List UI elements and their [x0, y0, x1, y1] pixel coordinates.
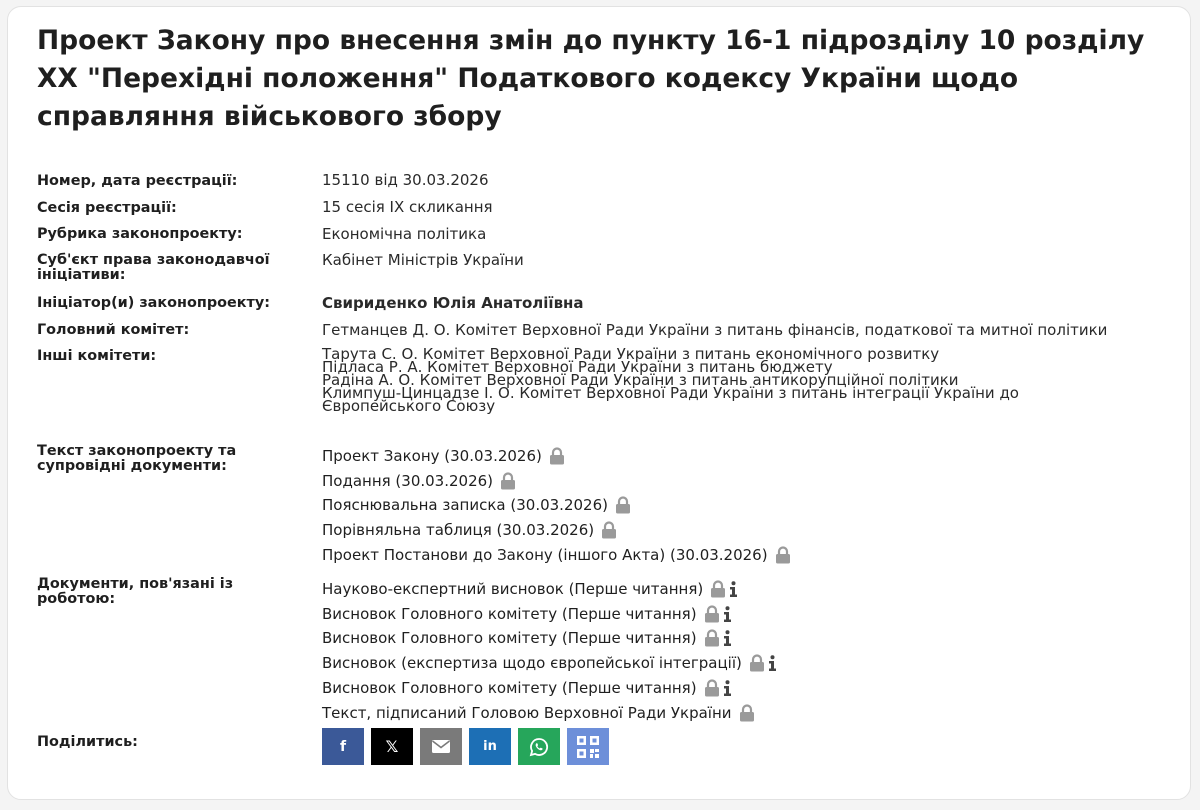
- lock-icon: [739, 704, 755, 722]
- related-document-link[interactable]: [322, 577, 738, 601]
- whatsapp-icon: [529, 737, 549, 757]
- share-linkedin-button[interactable]: [469, 728, 511, 765]
- related-document-link[interactable]: [322, 602, 732, 626]
- info-icon[interactable]: [723, 606, 732, 622]
- related-document-title[interactable]: Текст, підписаний Головою Верховної Ради України: [322, 704, 732, 722]
- main-committee-value[interactable]: Гетманцев Д. О. Комітет Верховної Ради України з питань фінансів, податкової та митної політики: [322, 321, 1108, 339]
- share-x-button[interactable]: [371, 728, 413, 765]
- related-document-link[interactable]: [322, 676, 732, 700]
- document-link[interactable]: [322, 493, 631, 517]
- info-icon[interactable]: [729, 581, 738, 597]
- share-facebook-button[interactable]: [322, 728, 364, 765]
- document-title[interactable]: Порівняльна таблиця (30.03.2026): [322, 521, 595, 539]
- reg-number-label: Номер, дата реєстрації:: [37, 173, 238, 189]
- qr-code-icon: [577, 736, 599, 758]
- main-committee-label: Головний комітет:: [37, 322, 190, 338]
- document-title[interactable]: Пояснювальна записка (30.03.2026): [322, 496, 608, 514]
- session-label: Сесія реєстрації:: [37, 200, 177, 216]
- document-link[interactable]: [322, 469, 516, 493]
- lock-icon: [704, 605, 720, 623]
- committee-item[interactable]: Тарута С. О. Комітет Верховної Ради України з питань економічного розвитку: [322, 345, 940, 363]
- page-title: Проект Закону про внесення змін до пункту 16-1 підрозділу 10 розділу XX "Перехідні положення" Податкового кодексу України щодо справляння військового збору: [37, 25, 1145, 132]
- reg-number-value: 15110 від 30.03.2026: [322, 171, 489, 189]
- document-title[interactable]: Проект Постанови до Закону (іншого Акта) (30.03.2026): [322, 546, 768, 564]
- related-document-title[interactable]: Висновок (експертиза щодо європейської інтеграції): [322, 654, 742, 672]
- rubric-value: Економічна політика: [322, 225, 487, 243]
- related-document-title[interactable]: Науково-експертний висновок (Перше читання): [322, 580, 704, 598]
- related-document-title[interactable]: Висновок Головного комітету (Перше читання): [322, 679, 697, 697]
- rubric-label: Рубрика законопроекту:: [37, 226, 243, 242]
- linkedin-icon: in: [483, 739, 497, 754]
- other-committees-list: [322, 345, 1142, 415]
- document-title[interactable]: Подання (30.03.2026): [322, 472, 494, 490]
- facebook-icon: f: [339, 738, 347, 755]
- document-link[interactable]: [322, 444, 565, 468]
- committee-item[interactable]: Радіна А. О. Комітет Верховної Ради України з питань антикорупційної політики: [322, 371, 959, 389]
- lock-icon: [775, 546, 791, 564]
- info-icon[interactable]: [723, 680, 732, 696]
- lock-icon: [615, 496, 631, 514]
- lock-icon: [601, 521, 617, 539]
- info-icon[interactable]: [768, 655, 777, 671]
- related-document-link[interactable]: [322, 701, 755, 725]
- info-icon[interactable]: [723, 630, 732, 646]
- share-buttons: [322, 728, 609, 765]
- initiator-value[interactable]: Свириденко Юлія Анатоліївна: [322, 294, 584, 312]
- lock-icon: [549, 447, 565, 465]
- related-document-title[interactable]: Висновок Головного комітету (Перше читання): [322, 629, 697, 647]
- related-document-link[interactable]: [322, 651, 777, 675]
- subject-label: Суб'єкт права законодавчої ініціативи:: [37, 252, 270, 283]
- related-docs-label: Документи, пов'язані із роботою:: [37, 576, 234, 607]
- document-link[interactable]: [322, 518, 617, 542]
- x-icon: 𝕏: [385, 737, 399, 756]
- other-committees-label: Інші комітети:: [37, 348, 157, 364]
- document-link[interactable]: [322, 543, 791, 567]
- lock-icon: [749, 654, 765, 672]
- lock-icon: [704, 679, 720, 697]
- email-icon: [432, 740, 450, 753]
- lock-icon: [500, 472, 516, 490]
- share-label: Поділитись:: [37, 734, 138, 750]
- initiator-label: Ініціатор(и) законопроекту:: [37, 295, 271, 311]
- share-whatsapp-button[interactable]: [518, 728, 560, 765]
- related-document-link[interactable]: [322, 626, 732, 650]
- share-email-button[interactable]: [420, 728, 462, 765]
- share-qr-button[interactable]: [567, 728, 609, 765]
- committee-item[interactable]: Климпуш-Цинцадзе І. О. Комітет Верховної Ради України з питань інтеграції України до Європейського Союзу: [322, 384, 1019, 415]
- session-value: 15 сесія IX скликання: [322, 198, 493, 216]
- lock-icon: [710, 580, 726, 598]
- related-document-title[interactable]: Висновок Головного комітету (Перше читання): [322, 605, 697, 623]
- subject-value: Кабінет Міністрів України: [322, 251, 524, 269]
- document-title[interactable]: Проект Закону (30.03.2026): [322, 447, 542, 465]
- lock-icon: [704, 629, 720, 647]
- committee-item[interactable]: Підласа Р. А. Комітет Верховної Ради України з питань бюджету: [322, 358, 833, 376]
- documents-label: Текст законопроекту та супровідні документи:: [37, 443, 237, 474]
